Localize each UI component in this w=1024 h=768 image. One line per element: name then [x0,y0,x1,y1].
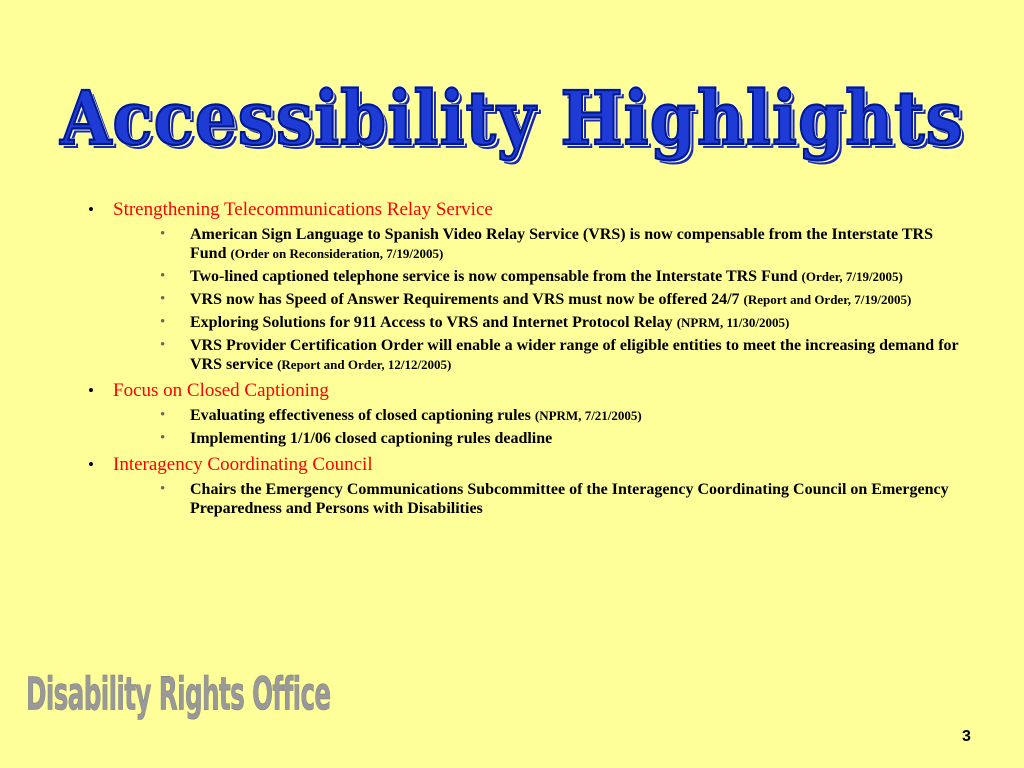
bullet-dot-icon: • [160,430,166,446]
bullet-content [88,198,968,523]
item-text: VRS now has Speed of Answer Requirements and VRS must now be offered 24/7 [190,291,740,308]
title-area [0,74,1024,162]
list-item [88,480,968,518]
bullet-dot-icon: • [160,268,166,284]
bullet-dot-icon: • [160,337,166,353]
bullet-dot-icon: • [88,200,94,219]
sub-list [88,480,968,518]
item-text: Implementing 1/1/06 closed captioning rules deadline [190,430,553,447]
section-heading [88,453,968,477]
list-item [88,336,968,374]
bullet-dot-icon: • [88,455,94,474]
section-heading-text: Strengthening Telecommunications Relay Service [113,199,493,220]
bullet-dot-icon: • [160,226,166,242]
item-text: VRS Provider Certification Order will enable a wider range of eligible entities to meet the increasing demand for VRS service [190,337,959,373]
slide-title: Accessibility Highlights [60,74,964,162]
list-item [88,267,968,286]
list-item [88,313,968,332]
item-text: Chairs the Emergency Communications Subcommittee of the Interagency Coordinating Council on Emergency Preparedness and Persons with Disabilities [190,481,949,517]
item-citation: (Report and Order, 12/12/2005) [277,357,452,372]
item-citation: (NPRM, 11/30/2005) [676,315,790,330]
item-text: Evaluating effectiveness of closed captioning rules [190,407,531,424]
bullet-dot-icon: • [160,481,166,497]
page-number: 3 [962,728,971,745]
section-heading [88,198,968,222]
item-citation: (Order, 7/19/2005) [801,269,903,284]
sub-list [88,225,968,374]
item-text: Exploring Solutions for 911 Access to VRS and Internet Protocol Relay [190,314,673,331]
item-citation: (Order on Reconsideration, 7/19/2005) [230,246,444,261]
list-item [88,290,968,309]
item-text: Two-lined captioned telephone service is now compensable from the Interstate TRS Fund [190,268,798,285]
bullet-dot-icon: • [160,407,166,423]
office-logo-text: Disability Rights Office [26,667,331,721]
list-item [88,225,968,263]
list-item [88,406,968,425]
section-heading-text: Focus on Closed Captioning [113,380,329,401]
bullet-dot-icon: • [88,381,94,400]
bullet-dot-icon: • [160,291,166,307]
item-text: American Sign Language to Spanish Video Relay Service (VRS) is now compensable from the Interstate TRS Fund [190,226,933,262]
section-relay-service [88,198,968,374]
section-closed-captioning [88,379,968,448]
item-citation: (Report and Order, 7/19/2005) [743,292,912,307]
list-item [88,429,968,448]
section-heading [88,379,968,403]
section-heading-text: Interagency Coordinating Council [113,454,373,475]
section-interagency-council [88,453,968,518]
sub-list [88,406,968,448]
item-citation: (NPRM, 7/21/2005) [534,408,642,423]
bullet-dot-icon: • [160,314,166,330]
